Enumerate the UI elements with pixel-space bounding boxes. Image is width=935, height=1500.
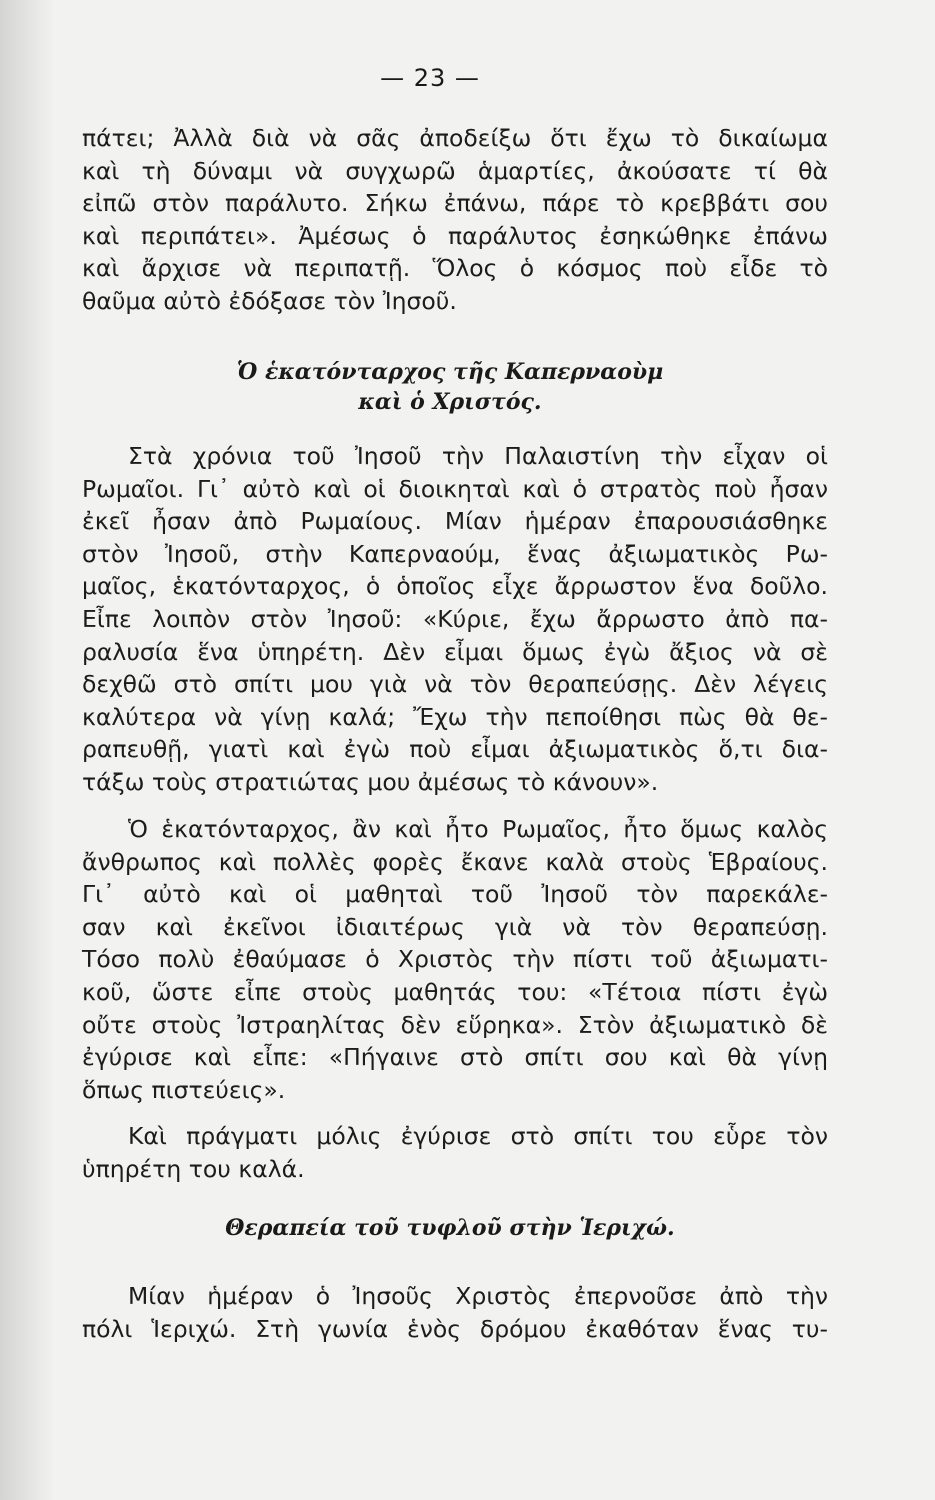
text-line: ραλυσία ἕνα ὑπηρέτη. Δὲν εἶμαι ὅμως ἐγὼ ἄξιος νὰ σὲ	[82, 637, 828, 666]
text-line: οὔτε στοὺς Ἰστραηλίτας δὲν εὕρηκα». Στὸν ἀξιωματικὸ δὲ	[82, 1010, 828, 1039]
section-heading-2	[0, 1213, 900, 1243]
text-line: ἐκεῖ ἦσαν ἀπὸ Ρωμαίους. Μίαν ἡμέραν ἐπαρουσιάσθηκε	[82, 507, 828, 536]
text-line: καὶ περιπάτει». Ἀμέσως ὁ παράλυτος ἐσηκώθηκε ἐπάνω	[82, 221, 828, 250]
text-line: Ρωμαῖοι. Γι᾽ αὐτὸ καὶ οἱ διοικηταὶ καὶ ὁ στρατὸς ποὺ ἦσαν	[82, 474, 828, 503]
paragraph-1	[82, 122, 828, 318]
text-line: πάτει; Ἀλλὰ διὰ νὰ σᾶς ἀποδείξω ὅτι ἔχω τὸ δικαίωμα	[82, 124, 828, 152]
text-line: τάξω τοὺς στρατιώτας μου ἀμέσως τὸ κάνουν».	[82, 767, 659, 796]
text-line: Μίαν ἡμέραν ὁ Ἰησοῦς Χριστὸς ἐπερνοῦσε ἀπὸ τὴν	[128, 1282, 828, 1310]
text-line: κοῦ, ὥστε εἶπε στοὺς μαθητάς του: «Τέτοια πίστι ἐγὼ	[82, 977, 828, 1006]
text-line: ἄνθρωπος καὶ πολλὲς φορὲς ἔκανε καλὰ στοὺς Ἑβραίους.	[82, 847, 828, 876]
text-line: δεχθῶ στὸ σπίτι μου γιὰ νὰ τὸν θεραπεύσῃς. Δὲν λέγεις	[82, 670, 828, 699]
text-line: θαῦμα αὐτὸ ἐδόξασε τὸν Ἰησοῦ.	[82, 286, 457, 315]
page-number: — 23 —	[380, 64, 480, 92]
heading-line: καὶ ὁ Χριστός.	[358, 389, 542, 415]
text-line: καὶ ἄρχισε νὰ περιπατῇ. Ὅλος ὁ κόσμος ποὺ εἶδε τὸ	[82, 254, 828, 283]
text-line: Ὁ ἑκατόνταρχος, ἂν καὶ ἦτο Ρωμαῖος, ἦτο ὅμως καλὸς	[128, 815, 828, 843]
text-line: σαν καὶ ἐκεῖνοι ἰδιαιτέρως γιὰ νὰ τὸν θεραπεύσῃ.	[82, 912, 828, 941]
text-line: ραπευθῇ, γιατὶ καὶ ἐγὼ ποὺ εἶμαι ἀξιωματικὸς ὅ,τι δια-	[82, 735, 828, 764]
text-line: καὶ τὴ δύναμι νὰ συγχωρῶ ἁμαρτίες, ἀκούσατε τί θὰ	[82, 156, 828, 185]
text-line: μαῖος, ἑκατόνταρχος, ὁ ὁποῖος εἶχε ἄρρωστον ἕνα δοῦλο.	[82, 572, 828, 601]
text-line: εἰπῶ στὸν παράλυτο. Σήκω ἐπάνω, πάρε τὸ κρεββάτι σου	[82, 189, 828, 218]
text-line: ὑπηρέτη του καλά.	[82, 1154, 305, 1183]
heading-line: Ὁ ἑκατόνταρχος τῆς Καπερναοὺμ	[236, 359, 664, 385]
text-line: Τόσο πολὺ ἐθαύμασε ὁ Χριστὸς τὴν πίστι τοῦ ἀξιωματι-	[82, 945, 828, 974]
paragraph-4	[82, 1120, 828, 1185]
text-line: ὅπως πιστεύεις».	[82, 1075, 286, 1104]
text-line: καλύτερα νὰ γίνῃ καλά; Ἔχω τὴν πεποίθησι πὼς θὰ θε-	[82, 702, 828, 731]
text-line: Στὰ χρόνια τοῦ Ἰησοῦ τὴν Παλαιστίνη τὴν εἶχαν οἱ	[128, 442, 828, 470]
paragraph-5	[82, 1280, 828, 1345]
paragraph-3	[82, 813, 828, 1106]
text-line: πόλι Ἱεριχώ. Στὴ γωνία ἑνὸς δρόμου ἐκαθόταν ἕνας τυ-	[82, 1314, 828, 1343]
text-line: Εἶπε λοιπὸν στὸν Ἰησοῦ: «Κύριε, ἔχω ἄρρωστο ἀπὸ πα-	[82, 604, 828, 633]
text-line: ἐγύρισε καὶ εἶπε: «Πήγαινε στὸ σπίτι σου καὶ θὰ γίνῃ	[82, 1043, 828, 1072]
text-line: Καὶ πράγματι μόλις ἐγύρισε στὸ σπίτι του εὗρε τὸν	[128, 1122, 828, 1150]
text-line: Γι᾽ αὐτὸ καὶ οἱ μαθηταὶ τοῦ Ἰησοῦ τὸν παρεκάλε-	[82, 880, 828, 909]
heading-line: Θεραπεία τοῦ τυφλοῦ στὴν Ἱεριχώ.	[225, 1215, 675, 1241]
text-line: στὸν Ἰησοῦ, στὴν Καπερναούμ, ἕνας ἀξιωματικὸς Ρω-	[82, 539, 828, 568]
section-heading-1	[0, 357, 900, 417]
paragraph-2	[82, 440, 828, 799]
